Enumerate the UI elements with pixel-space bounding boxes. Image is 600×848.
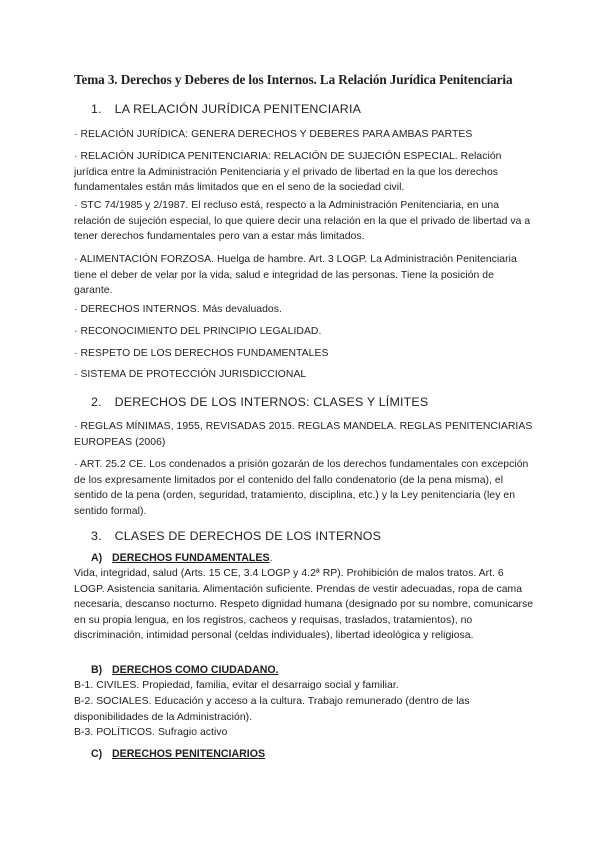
document-title: Tema 3. Derechos y Deberes de los Internos. La Relación Jurídica Penitenciaria	[74, 72, 513, 87]
paragraph-derechos-fundamentales: · RESPETO DE LOS DERECHOS FUNDAMENTALES	[74, 348, 329, 359]
subsection-b-line-politicos: B-3. POLÍTICOS. Sufragio activo	[74, 727, 228, 738]
section-1-title: LA RELACIÓN JURÍDICA PENITENCIARIA	[114, 102, 362, 116]
subsection-b-line-civiles: B-1. CIVILES. Propiedad, familia, evitar el desarraigo social y familiar.	[74, 680, 399, 691]
paragraph-reglas-minimas: · REGLAS MÍNIMAS, 1955, REVISADAS 2015. REGLAS MANDELA. REGLAS PENITENCIARIAS EUROPEAS (2006)	[74, 421, 533, 448]
section-1-number: 1.	[91, 102, 102, 116]
subsection-a-title: DERECHOS FUNDAMENTALES	[112, 552, 270, 564]
subsection-b-letter: B)	[91, 664, 103, 676]
paragraph-relacion-juridica: · RELACIÓN JURÍDICA: GENERA DERECHOS Y DEBERES PARA AMBAS PARTES	[74, 129, 473, 140]
paragraph-alimentacion-forzosa: · ALIMENTACIÓN FORZOSA. Huelga de hambre. Art. 3 LOGP. La Administración Penitenciaria tiene el deber de velar por la vida, salud e integridad de las personas. Tiene la posición de garante.	[74, 254, 517, 296]
subsection-a-letter: A)	[91, 552, 103, 564]
subsection-a-text: Vida, integridad, salud (Arts. 15 CE, 3.4 LOGP y 4.2ª RP). Prohibición de malos tratos. Art. 6 LOGP. Asistencia sanitaria. Alimentación suficiente. Prendas de vestir adecuadas, ropa de cama necesaria, descanso nocturno. Respeto dignidad humana (designado por su nombre, comunicarse en su propia lengua, en los registros, cacheos y requisas, traslados, tratamientos), no discriminación, intimidad personal (celdas individuales), libertad ideológica y religiosa.	[74, 568, 534, 641]
section-2-number: 2.	[91, 395, 102, 409]
section-3-heading	[91, 529, 381, 543]
subsection-b-line-sociales: B-2. SOCIALES. Educación y acceso a la cultura. Trabajo remunerado (dentro de las disponibilidades de la Administración).	[74, 696, 470, 723]
subsection-c-letter: C)	[91, 748, 103, 760]
subsection-b-heading	[91, 664, 279, 676]
subsection-a-trail: .	[269, 552, 273, 564]
paragraph-stc: · STC 74/1985 y 2/1987. El recluso está, respecto a la Administración Penitenciaria, en una relación de sujeción especial, lo que quiere decir una relación en la que el privado de libertad va a tener derechos fundamentales pero van a estar más limitados.	[74, 200, 531, 242]
subsection-c-title: DERECHOS PENITENCIARIOS	[112, 748, 266, 760]
section-1-heading	[91, 102, 361, 116]
section-2-heading	[91, 395, 428, 409]
paragraph-principio-legalidad: · RECONOCIMIENTO DEL PRINCIPIO LEGALIDAD.	[74, 326, 322, 337]
paragraph-art-25-2: · ART. 25.2 CE. Los condenados a prisión gozarán de los derechos fundamentales con excepción de los expresamente limitados por el contenido del fallo condenatorio (de la pena misma), el sentido de la pena (orden, seguridad, tratamiento, disciplina, etc.) y la Ley penitenciaria (ley en sentido formal).	[74, 459, 529, 517]
section-2-title: DERECHOS DE LOS INTERNOS: CLASES Y LÍMITES	[114, 395, 429, 409]
paragraph-proteccion-jurisdiccional: · SISTEMA DE PROTECCIÓN JURISDICCIONAL	[74, 369, 307, 380]
subsection-c-heading	[91, 748, 265, 760]
paragraph-derechos-internos: · DERECHOS INTERNOS. Más devaluados.	[74, 304, 282, 315]
subsection-a-heading	[91, 552, 273, 564]
section-3-title: CLASES DE DERECHOS DE LOS INTERNOS	[114, 529, 382, 543]
subsection-b-title: DERECHOS COMO CIUDADANO.	[112, 664, 279, 676]
paragraph-relacion-penitenciaria: · RELACIÓN JURÍDICA PENITENCIARIA: RELACIÓN DE SUJECIÓN ESPECIAL. Relación jurídica entre la Administración Penitenciaria y el privado de libertad en la que los derechos fundamentales están más limitados que en el seno de la sociedad civil.	[74, 151, 502, 193]
section-3-number: 3.	[91, 529, 102, 543]
